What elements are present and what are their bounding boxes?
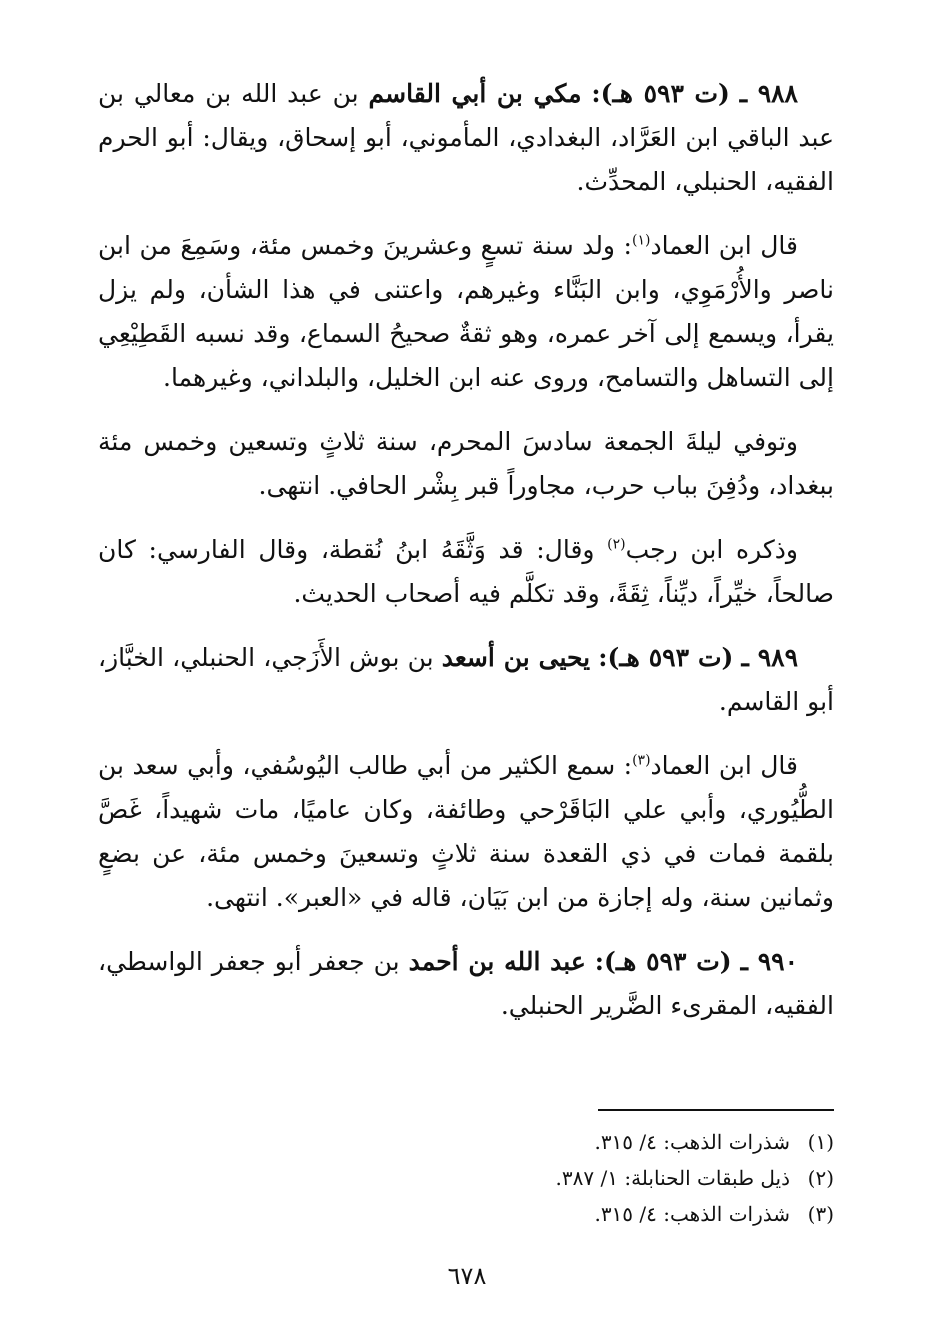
entry-number: ٩٨٩ ـ (741, 643, 799, 672)
footnote-marker: (٢) (807, 1166, 834, 1190)
footnote (98, 1160, 834, 1196)
entry-death-date: (ت ٥٩٣ هـ): (591, 79, 730, 108)
entry-paragraph: قال ابن العماد$^{(٣)}$: سمع الكثير من أبي طالب اليُوسُفي، وأبي سعد بن الطُّيُوري، وأبي علي البَاقَرْحي وطائفة، وكان عاميًا، مات شهيداً، غَصَّ بلقمة فمات في ذي القعدة سنة ثلاثٍ وتسعينَ وخمس مئة، عن بضعٍ وثمانين سنة، وله إجازة من ابن بَيَان، قاله في «العبر». انتهى. (98, 751, 834, 912)
footnote-ref: (٣) (632, 752, 651, 769)
entry-name: يحيى بن أسعد (441, 643, 591, 672)
entry-paragraph: وذكره ابن رجب$^{(٢)}$ وقال: قد وَثَّقَهُ ابنُ نُقطة، وقال الفارسي: كان صالحاً، خيِّراً، ديِّناً، ثِقَةً، وقد تكلَّم فيه أصحاب الحديث. (98, 535, 834, 608)
entry-death-date: (ت ٥٩٣ هـ): (598, 643, 734, 672)
footnote-ref: (٢) (607, 536, 626, 553)
entry-heading (98, 636, 834, 724)
entry-lineage: بن جعفر أبو جعفر الواسطي، الفقيه، المقرىء الضَّرير الحنبلي. (98, 947, 834, 1020)
footnote-marker: (٣) (807, 1202, 834, 1226)
entry-number: ٩٨٨ ـ (739, 79, 798, 108)
footnote (98, 1196, 834, 1232)
footnote-marker: (١) (807, 1130, 834, 1154)
entry-paragraph: قال ابن العماد$^{(١)}$: ولد سنة تسعٍ وعشرينَ وخمس مئة، وسَمِعَ من ابن ناصر والأُرْمَوِي، وابن البَنَّاء وغيرهم، واعتنى في هذا الشأن، ولم يزل يقرأ، ويسمع إلى آخر عمره، وهو ثقةٌ صحيحُ السماع، وقد نسبه القَطِيْعِي إلى التساهل والتسامح، وروى عنه ابن الخليل، والبلداني، وغيرهما. (98, 231, 834, 392)
entry-number: ٩٩٠ ـ (740, 947, 799, 976)
entry-lineage: بن بوش الأَزَجي، الحنبلي، الخبَّاز، أبو القاسم. (98, 643, 834, 716)
entry-name: مكي بن أبي القاسم (368, 79, 582, 108)
footnote-text: شذرات الذهب: ٤/ ٣١٥. (594, 1130, 790, 1154)
footnote-divider (598, 1109, 834, 1111)
entry-heading (98, 940, 834, 1028)
entry-heading (98, 72, 834, 204)
entry-lineage: بن عبد الله بن معالي بن عبد الباقي ابن العَرَّاد، البغدادي، المأموني، أبو إسحاق، ويقال: أبو الحرم الفقيه، الحنبلي، المحدِّث. (98, 79, 834, 196)
footnotes (98, 1124, 834, 1232)
footnote-ref: (١) (631, 232, 651, 249)
footnote-text: شذرات الذهب: ٤/ ٣١٥. (594, 1202, 790, 1226)
entry-name: عبد الله بن أحمد (408, 947, 586, 976)
entry-death-date: (ت ٥٩٣ هـ): (594, 947, 732, 976)
footnote-text: ذيل طبقات الحنابلة: ١/ ٣٨٧. (555, 1166, 790, 1190)
page-number: ٦٧٨ (447, 1262, 487, 1290)
footnote (98, 1124, 834, 1160)
main-text (98, 72, 834, 1048)
entry-paragraph: وتوفي ليلةَ الجمعة سادسَ المحرم، سنة ثلاثٍ وتسعين وخمس مئة ببغداد، ودُفِنَ بباب حرب، مجاوراً قبر بِشْر الحافي. انتهى. (98, 427, 834, 500)
